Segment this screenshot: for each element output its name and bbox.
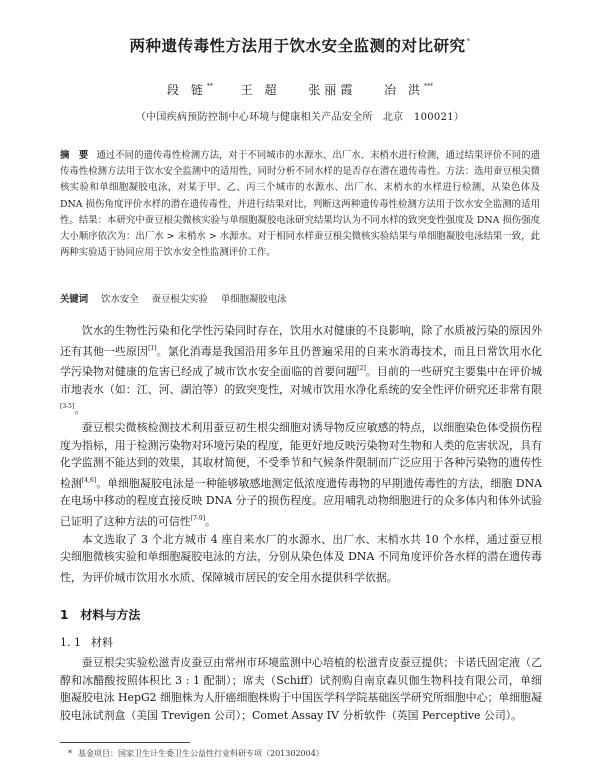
author-name: 段 链	[167, 83, 207, 97]
citation: [1]	[148, 344, 157, 352]
paragraph: 蚕豆根尖实验松滋青皮蚕豆由常州市环境监测中心培植的松滋青皮蚕豆提供；卡诺氏固定液（乙醇和冰醋酸按照体积比 3 : 1 配制）；席夫（Schiff）试剂购自南京森贝伽生物科技有限公司，单细胞凝胶电泳 HepG2 细胞株为人肝癌细胞株购于中国医学科学院基础医学研究所细胞中心；单细胞凝胶电泳试剂盒（美国 Trevigen 公司）；Comet Assay IV 分析软件（英国 Perceptive 公司）。	[60, 656, 542, 722]
section-title: 材料与方法	[80, 608, 141, 622]
text-run: 。单细胞凝胶电泳是一种能够敏感地测定低浓度遗传毒物的早期遗传毒性的方法，细胞 DNA 在电场中移动的程度直接反映 DNA 分子的损伤程度。应用哺乳动物细胞进行的众多体内和体外试验已证明了这种方法的可信性	[60, 476, 542, 528]
author-mark: **	[206, 83, 213, 90]
subsection-heading	[60, 634, 113, 650]
author	[308, 83, 356, 97]
paper-title	[0, 34, 600, 56]
materials-text	[60, 654, 542, 724]
text-run: 。	[205, 514, 216, 528]
author-name: 张丽霞	[308, 83, 357, 97]
text-run: 蚕豆根尖微核检测技术利用蚕豆初生根尖细胞对诱导物反应敏感的特点，以细胞染色体受损伤程度为指标，用于检测污染物对环境污染的程度，能更好地反映污染物对生物和人类的危害状况，具有化学监测不能达到的效果，其取材简便，不受季节和气候条件限制而广泛应用于各种污染物的遗传性检测	[60, 420, 542, 490]
text-run: 。氯化消毒是我国沿用多年且仍普遍采用的自来水消毒技术，而且日常饮用水化学污染物对健康的危害已经成了城市饮水安全面临的首要问题	[60, 344, 542, 379]
author-mark: ***	[423, 83, 433, 90]
section-number: 1	[60, 608, 69, 622]
keywords	[60, 292, 540, 308]
author	[241, 83, 281, 97]
paragraph	[60, 322, 542, 419]
footnote-mark: *	[68, 749, 72, 758]
text-run: 。	[74, 403, 86, 417]
subsection-number: 1. 1	[60, 636, 81, 649]
affiliation: （中国疾病预防控制中心环境与健康相关产品安全所 北京 100021）	[135, 112, 465, 123]
abstract-label: 摘 要	[60, 150, 89, 161]
footnote-divider	[60, 742, 190, 743]
citation: [3-5]	[60, 403, 75, 411]
section-heading	[60, 606, 140, 623]
keyword: 饮水安全	[101, 294, 139, 305]
abstract	[60, 148, 540, 261]
introduction	[60, 322, 542, 586]
keyword: 蚕豆根尖实验	[151, 294, 208, 305]
author-name: 王 超	[240, 83, 281, 97]
keywords-label: 关键词	[60, 294, 89, 305]
text-run: 。目前的一些研究主要集中在评价城市地表水（如：江、河、湖泊等）的致突变性，对城市饮用水净化系统的安全性评价研究还非常有限	[60, 365, 542, 396]
citation: [2]	[357, 365, 366, 373]
paragraph	[60, 531, 542, 587]
footnote-text: 基金项目：国家卫生计生委卫生公益性行业科研专项（201302004）	[78, 749, 324, 758]
citation: [7-9]	[190, 514, 206, 522]
keyword: 单细胞凝胶电泳	[220, 294, 287, 305]
author	[167, 83, 213, 97]
citation: [4,6]	[81, 476, 97, 484]
footnote	[68, 748, 540, 760]
text-run: 饮水的生物性污染和化学性污染同时存在，饮用水对健康的不良影响，除了水质被污染的原因外还有其他一些原因	[60, 324, 542, 358]
subsection-title: 材料	[91, 636, 113, 649]
title-footnote-mark: *	[466, 37, 471, 45]
title-text: 两种遗传毒性方法用于饮水安全监测的对比研究	[129, 37, 466, 55]
author-list	[0, 81, 600, 98]
author-name: 冶 洪	[384, 83, 424, 97]
text-run: 本文选取了 3 个北方城市 4 座自来水厂的水源水、出厂水、末梢水共 10 个水样，通过蚕豆根尖细胞微核实验和单细胞凝胶电泳的方法，分别从染色体及 DNA 不同角度评价各水样的潜在遗传毒性，为评价城市饮用水水质、保障城市居民的安全用水提供科学依据。	[60, 532, 542, 584]
author	[384, 83, 433, 97]
abstract-text: 通过不同的遗传毒性检测方法，对于不同城市的水源水、出厂水、末梢水进行检测，通过结果评价不同的遗传毒性检测方法用于饮水安全监测中的适用性，同时分析不同水样的是否存在潜在遗传毒性。方法：选用蚕豆根尖微核实验和单细胞凝胶电泳，对某于甲、乙、丙三个城市的水源水、出厂水、末梢水的水样进行检测，从染色体及 DNA 损伤角度评价水样的潜在遗传毒性，并进行结果对比，判断这两种遗传毒性检测方法用于饮水安全监测的适用性。结果：本研究中蚕豆根尖微核实验与单细胞凝胶电泳研究结果均认为不同水样的致突变性强度及 DNA 损伤强度大小顺序依次为：出厂水 > 末梢水 > 水源水。对于相同水样蚕豆根尖微核实验结果与单细胞凝胶电泳结果一致，此两种实验适于协同应用于饮水安全性监测评价工作。	[60, 150, 540, 259]
paragraph	[60, 419, 542, 531]
